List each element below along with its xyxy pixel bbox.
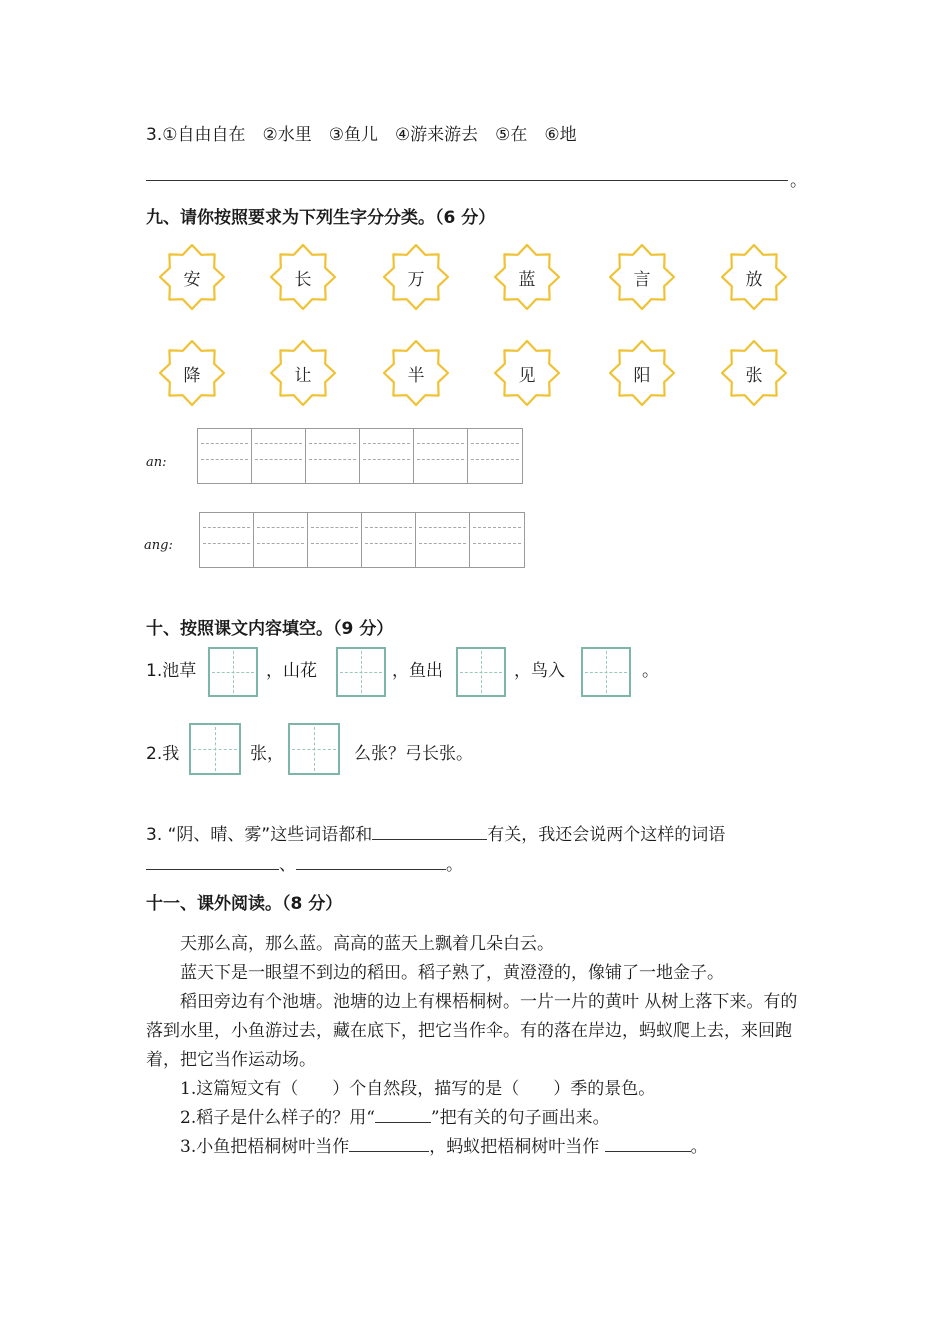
question-3 [146, 1133, 810, 1162]
character-star [383, 244, 449, 310]
character-star [270, 340, 336, 406]
q8-end-mark: 。 [790, 171, 807, 191]
q10-l3-part2: 有关，我还会说两个这样的词语 [487, 825, 726, 845]
character-star [721, 244, 787, 310]
q10-heading: 十、按照课文内容填空。（9 分） [146, 619, 394, 639]
writing-cell[interactable] [252, 429, 306, 483]
q10-l2-part1: 2.我 [146, 744, 180, 764]
passage-paragraph: 蓝天下是一眼望不到边的稻田。稻子熟了，黄澄澄的，像铺了一地金子。 [180, 963, 724, 983]
character-star [721, 340, 787, 406]
q8-answer-line[interactable] [146, 180, 788, 181]
star-character: 安 [183, 269, 201, 290]
writing-cell[interactable] [198, 429, 252, 483]
question-2 [146, 1104, 810, 1133]
question-3-b: ，蚂蚁把梧桐树叶当作 [429, 1137, 605, 1157]
character-star [270, 244, 336, 310]
star-character: 蓝 [518, 269, 536, 290]
q10-l3 [146, 820, 725, 845]
star-character: 万 [407, 269, 425, 290]
tian-box[interactable] [336, 647, 386, 697]
character-star [159, 244, 225, 310]
answer-blank[interactable] [349, 1134, 429, 1152]
star-character: 张 [745, 365, 763, 386]
character-star [494, 340, 560, 406]
character-star [159, 340, 225, 406]
writing-cell[interactable] [308, 513, 362, 567]
star-character: 阳 [633, 365, 651, 386]
writing-cell[interactable] [200, 513, 254, 567]
passage-paragraph: 天那么高，那么蓝。高高的蓝天上飘着几朵白云。 [180, 934, 554, 954]
passage-paragraph: 稻田旁边有个池塘。池塘的边上有棵梧桐树。一片一片的黄叶 从树上落下来。有的落到水里，小鱼游过去，藏在底下，把它当作伞。有的落在岸边，蚂蚁爬上去，来回跑着，把它当作运动场。 [146, 992, 798, 1070]
writing-cell[interactable] [360, 429, 414, 483]
q10-l3-sep: 、 [279, 855, 296, 875]
star-character: 言 [633, 269, 651, 290]
writing-cell[interactable] [468, 429, 522, 483]
writing-cell[interactable] [254, 513, 308, 567]
tian-box[interactable] [456, 647, 506, 697]
q11-heading: 十一、课外阅读。（8 分） [146, 894, 343, 914]
q9-heading: 九、请你按照要求为下列生字分分类。（6 分） [146, 208, 496, 228]
writing-cell[interactable] [362, 513, 416, 567]
q10-l3-end: 。 [446, 855, 463, 875]
label-an: an: [146, 455, 167, 470]
writing-cell[interactable] [470, 513, 524, 567]
tian-box[interactable] [189, 723, 241, 775]
question-2-a: 2.稻子是什么样子的？用“ [180, 1108, 375, 1128]
tian-box[interactable] [581, 647, 631, 697]
q8-item3: 3.①自由自在 ②水里 ③鱼儿 ④游来游去 ⑤在 ⑥地 [146, 125, 577, 145]
question-3-c: 。 [690, 1137, 708, 1157]
writing-cell[interactable] [306, 429, 360, 483]
character-star [609, 340, 675, 406]
character-star [383, 340, 449, 406]
answer-blank[interactable] [146, 852, 279, 870]
q10-l3-cont [146, 850, 463, 875]
character-star [494, 244, 560, 310]
writing-cell[interactable] [416, 513, 470, 567]
an-writing-grid[interactable] [197, 428, 523, 484]
q10-l2-part2: 张， [250, 744, 284, 764]
q10-l2-part3: 么张？弓长张。 [354, 744, 473, 764]
q10-l1-part3: ，鱼出 [392, 661, 443, 681]
question-3-a: 3.小鱼把梧桐树叶当作 [180, 1137, 350, 1157]
q10-l1-part1: 1.池草 [146, 661, 197, 681]
answer-blank[interactable] [372, 822, 487, 840]
writing-cell[interactable] [414, 429, 468, 483]
star-character: 让 [294, 365, 312, 386]
label-ang: ang: [144, 538, 173, 553]
reading-passage [146, 930, 810, 1162]
star-character: 降 [183, 365, 201, 386]
ang-writing-grid[interactable] [199, 512, 525, 568]
question-2-b: ”把有关的句子画出来。 [430, 1108, 610, 1128]
question-1: 1.这篇短文有（ ）个自然段，描写的是（ ）季的景色。 [180, 1079, 656, 1099]
star-character: 见 [518, 365, 536, 386]
answer-blank[interactable] [605, 1134, 691, 1152]
q10-l3-part1: 3. “阴、晴、雾”这些词语都和 [146, 825, 373, 845]
answer-blank[interactable] [296, 852, 446, 870]
star-character: 长 [294, 269, 312, 290]
tian-box[interactable] [208, 647, 258, 697]
answer-blank[interactable] [375, 1105, 431, 1123]
q10-l1-part4: ，鸟入 [514, 661, 565, 681]
tian-box[interactable] [288, 723, 340, 775]
star-character: 半 [407, 365, 425, 386]
star-character: 放 [745, 269, 763, 290]
q10-l1-part2: ，山花 [266, 661, 317, 681]
q10-l1-part5: 。 [642, 661, 659, 681]
character-star [609, 244, 675, 310]
